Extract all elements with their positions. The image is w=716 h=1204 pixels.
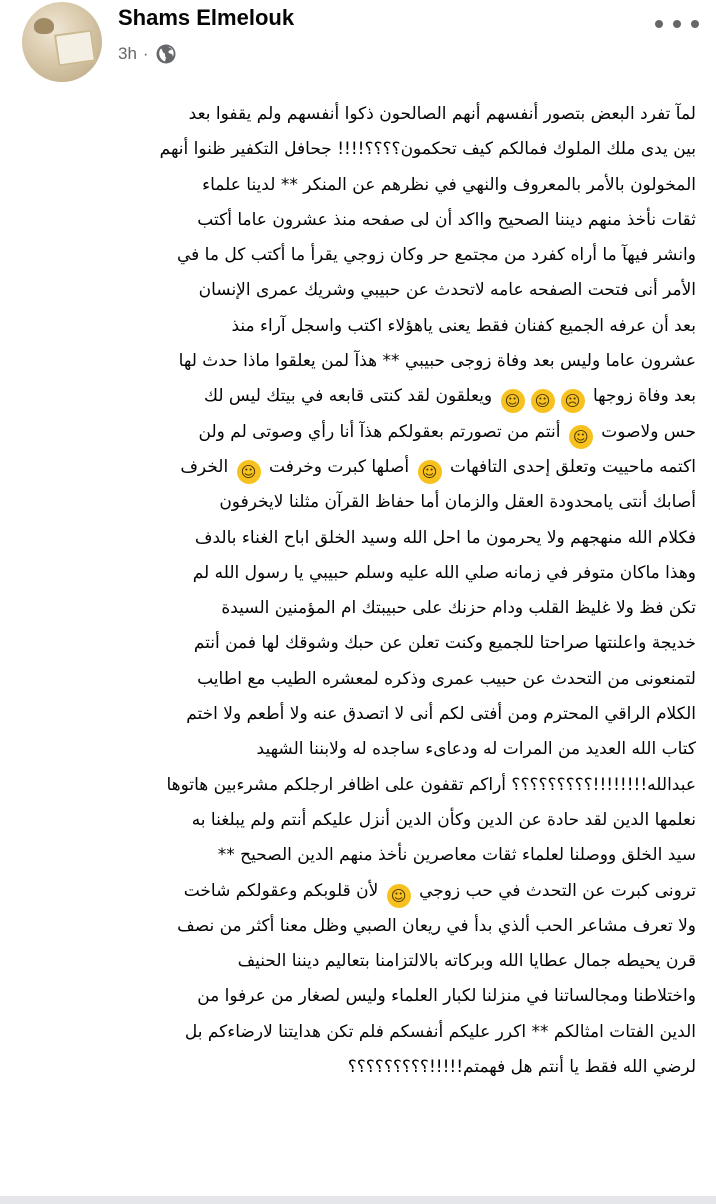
- post-text-segment: عشرون عاما وليس بعد وفاة زوجى حبيبي ** هذآ لمن يعلقوا ماذا حدث لها: [178, 351, 696, 372]
- post-line: [40, 450, 696, 485]
- post-text-segment: الدين الفتات امثالكم ** اكرر عليكم أنفسكم فلم تكن هدايتنا لارضاءكم بل: [184, 1021, 696, 1042]
- post-text-segment: فكلام الله منهجهم ولا يحرمون ما احل الله وسيد الخلق اباح الغناء بالدف: [194, 527, 696, 548]
- post-text-segment: أصابك أنتى يامحدودة العقل والزمان أما حفاظ القرآن مثلنا لايخرفون: [219, 492, 696, 513]
- post-text-segment: تكن فظ ولا غليظ القلب ودام حزنك على حبيبتك ام المؤمنين السيدة: [221, 598, 696, 619]
- post-line: [40, 662, 696, 697]
- post-line: [40, 944, 696, 979]
- post-text-segment: بعد وفاة زوجها: [587, 386, 696, 407]
- post-text-segment: الخرف: [180, 456, 234, 477]
- meta-separator: ·: [142, 44, 149, 63]
- avatar[interactable]: [22, 2, 102, 82]
- post-text-segment: ويعلقون لقد كنتى قابعه في بيتك ليس لك: [204, 386, 498, 407]
- post-line: [40, 1015, 696, 1050]
- smiling-face-emoji: ☺: [501, 389, 525, 413]
- post-line: [40, 485, 696, 520]
- post-line: [40, 979, 696, 1014]
- post-text: [40, 97, 696, 1085]
- globe-icon[interactable]: [155, 43, 177, 65]
- avatar-book-shape: [54, 30, 96, 67]
- post-text-segment: وهذا ماكان متوفر في زمانه صلي الله عليه وسلم حبيبي يا رسول الله لم: [192, 562, 696, 583]
- post-text-segment: أنتم من تصورتم بعقولكم هذآ أنا رأي وصوتى لم ولن: [198, 421, 566, 442]
- post-line: [40, 273, 696, 308]
- post-line: [40, 768, 696, 803]
- smiling-face-emoji: ☺: [237, 460, 261, 484]
- smiling-face-emoji: ☺: [387, 884, 411, 908]
- post-header: [0, 0, 716, 80]
- more-dot: [655, 20, 663, 28]
- post-line: [40, 838, 696, 873]
- post-text-segment: لتمنعونى من التحدث عن حبيب عمرى وذكره لمعشره الطيب مع اطايب: [197, 668, 696, 689]
- post-text-segment: وانشر فيهآ ما أراه كفرد من مجتمع حر وكان زوجي يقرأ ما أكتب كل ما في: [176, 245, 696, 266]
- post-text-segment: نعلمها الدين لقد حادة عن الدين وكأن الدين أنزل عليكم أنتم ولم يبلغنا به: [191, 809, 696, 830]
- post-line: [40, 309, 696, 344]
- post-line: [40, 415, 696, 450]
- post-text-segment: واختلاطنا ومجالساتنا في منزلنا لكبار العلماء وليس لصغار من عرفوا من: [197, 986, 696, 1007]
- smiling-face-emoji: ☺: [569, 425, 593, 449]
- post-line: [40, 344, 696, 379]
- post-time[interactable]: 3h: [118, 44, 137, 63]
- post-line: [40, 97, 696, 132]
- post-text-segment: بعد أن عرفه الجميع كفنان فقط يعنى ياهؤلاء اكتب واسجل آراء منذ: [231, 315, 696, 336]
- avatar-bird-shape: [34, 18, 54, 34]
- post-line: [40, 132, 696, 167]
- feed-divider: [0, 1196, 716, 1204]
- post-text-segment: ثقات نأخذ منهم ديننا الصحيح وااكد أن لى صفحه منذ عشرون عاما أكتب: [197, 209, 696, 230]
- post-text-segment: سيد الخلق ووصلنا لعلماء ثقات معاصرين نأخذ منهم الدين الصحيح **: [217, 845, 696, 866]
- sad-face-emoji: ☹: [561, 389, 585, 413]
- post-line: [40, 803, 696, 838]
- more-dot: [691, 20, 699, 28]
- post-text-segment: الكلام الراقي المحترم ومن أفتى لكم أنى لا اتصدق عنه ولا أطعم ولا اختم: [186, 704, 696, 725]
- post-line: [40, 168, 696, 203]
- more-options-icon[interactable]: [655, 14, 699, 34]
- smiling-face-emoji: ☺: [418, 460, 442, 484]
- post-line: [40, 379, 696, 414]
- post-text-segment: عبدالله!!!!!!!!؟؟؟؟؟؟؟؟؟ أراكم تقفون على اظافر ارجلكم مشرءبين هاتوها: [166, 774, 696, 795]
- post-text-segment: ترونى كبرت عن التحدث في حب زوجي: [413, 880, 696, 901]
- smiling-face-emoji: ☺: [531, 389, 555, 413]
- post-text-segment: لمآ تفرد البعض بتصور أنفسهم أنهم الصالحون ذكوا أنفسهم ولم يقفوا بعد: [188, 104, 696, 124]
- post-text-segment: المخولون بالأمر بالمعروف والنهي في نظرهم عن المنكر ** لدينا علماء: [202, 174, 696, 195]
- post-text-segment: خديجة واعلنتها صراحتا للجميع وكنت تعلن عن حبك وشوقك لها فمن أنتم: [193, 633, 696, 654]
- post-text-segment: كتاب الله العديد من المرات له ودعاىء ساجده له ولابننا الشهيد: [256, 739, 696, 760]
- post-line: [40, 556, 696, 591]
- post-text-segment: قرن يحيطه جمال عطايا الله وبركاته بالالتزامنا بتعاليم ديننا الحنيف: [237, 951, 696, 972]
- post-line: [40, 238, 696, 273]
- post-text-segment: اكتمه ماحييت وتعلق إحدى التافهات: [444, 456, 696, 477]
- post-text-segment: بين يدى ملك الملوك فمالكم كيف تحكمون؟؟؟؟!!!! جحافل التكفير ظنوا أنهم: [159, 139, 696, 160]
- post-line: [40, 909, 696, 944]
- post-text-segment: ولا تعرف مشاعر الحب ألذي بدأ في ريعان الصبي وظل معنا أكثر من نصف: [177, 915, 696, 936]
- post-line: [40, 697, 696, 732]
- post-text-segment: لأن قلوبكم وعقولكم شاخت: [183, 880, 384, 901]
- post-line: [40, 1050, 696, 1085]
- post-line: [40, 521, 696, 556]
- post-line: [40, 732, 696, 767]
- post-text-segment: أصلها كبرت وخرفت: [263, 456, 415, 477]
- post-text-segment: حس ولاصوت: [595, 421, 696, 442]
- post-line: [40, 626, 696, 661]
- more-dot: [673, 20, 681, 28]
- post-line: [40, 874, 696, 909]
- post-line: [40, 203, 696, 238]
- author-name[interactable]: Shams Elmelouk: [118, 5, 295, 30]
- post-text-segment: الأمر أنى فتحت الصفحه عامه لاتحدث عن حبيبي وشريك عمرى الإنسان: [198, 280, 696, 301]
- post-line: [40, 591, 696, 626]
- post-text-segment: لرضي الله فقط يا أنتم هل فهمتم!!!!!؟؟؟؟؟؟؟؟؟: [347, 1057, 696, 1078]
- post-meta: [118, 43, 177, 65]
